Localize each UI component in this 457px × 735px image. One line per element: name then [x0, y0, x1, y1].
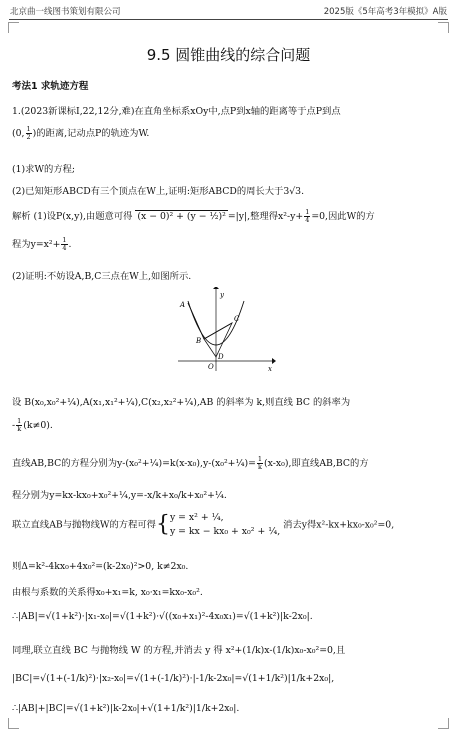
solution-line-4: 直线AB,BC的方程分别为y-(x₀²+¼)=k(x-x₀),y-(x₀²+¼)= $\frac{1}{k}$ (x-x₀),即直线AB,BC的方 — [12, 455, 369, 471]
solution-line-10: 同理,联立直线 BC 与抛物线 W 的方程,并消去 y 得 x²+(1/k)x-(1/k)x₀-x₀²=0,且 — [12, 645, 346, 656]
problem-line-2 — [12, 125, 149, 141]
solution-line-5: 程分别为y=kx-kx₀+x₀²+¼,y=-x/k+x₀/k+x₀²+¼. — [12, 490, 227, 501]
parabola-rectangle-figure — [168, 287, 280, 373]
solution-intro: 解析 (1)设P(x,y),由题意可得 — [12, 211, 133, 222]
header-rule — [9, 19, 448, 20]
label-o: O — [208, 363, 214, 371]
header-left: 北京曲一线图书策划有限公司 — [10, 7, 121, 17]
solution-text: 联立直线AB与抛物线W的方程可得 — [12, 519, 156, 531]
solution-part-2: (2)证明:不妨设A,B,C三点在W上,如图所示. — [12, 271, 192, 282]
side-ab — [188, 303, 204, 339]
crop-mark — [8, 718, 19, 729]
rectangle-sides — [188, 303, 232, 357]
x-axis-arrow — [272, 358, 276, 364]
question-1: (1)求W的方程; — [12, 164, 76, 175]
solution-text: 程为y=x²+ — [12, 239, 61, 250]
solution-text: =|y|,整理得x²-y+ — [227, 211, 304, 222]
system-equation-1: y = x² + ¼, — [169, 512, 224, 523]
system-brace: { — [155, 512, 170, 537]
problem-line-2-text: 的距离,记动点P的轨迹为W. — [36, 128, 150, 139]
crop-mark — [438, 22, 449, 33]
problem-line-1: 1.(2023新课标Ⅰ,22,12分,难)在直角坐标系xOy中,点P到x轴的距离等于点P到点 — [12, 106, 341, 117]
label-c: C — [234, 315, 240, 323]
equation-system — [170, 511, 280, 539]
solution-line-11: |BC|=√(1+(-1/k)²)·|x₂-x₀|=√(1+(-1/k)²)·|-1/k-2x₀|=√(1+1/k²)|1/k+2x₀|, — [12, 673, 335, 684]
section-heading: 考法1 求轨迹方程 — [12, 81, 89, 92]
label-d: D — [218, 353, 224, 361]
solution-text: 消去y得x²-kx+kx₀-x₀²=0, — [283, 519, 395, 531]
solution-line-8: 由根与系数的关系得x₀+x₁=k, x₀·x₁=kx₀-x₀². — [12, 587, 203, 598]
header-right: 2025版《5年高考3年模拟》A版 — [323, 7, 447, 17]
crop-mark — [8, 22, 19, 33]
y-axis-arrow — [213, 287, 219, 289]
label-a: A — [180, 301, 186, 309]
solution-text: (x-x₀),即直线AB,BC的方 — [264, 458, 369, 469]
solution-line-2: 程为y=x²+ $\frac{1}{4}$ . — [12, 236, 72, 252]
solution-line-12: ∴|AB|+|BC|=√(1+k²)|k-2x₀|+√(1+1/k²)|1/k+2x₀|. — [12, 703, 240, 714]
distance-radical: (x − 0)² + (y − ½)² — [137, 211, 226, 222]
solution-line-7: 则Δ=k²-4kx₀+4x₀²=(k-2x₀)²>0, k≠2x₀. — [12, 561, 189, 572]
solution-line-6 — [12, 511, 394, 539]
label-x: x — [268, 365, 272, 373]
crop-mark — [438, 718, 449, 729]
solution-text: 直线AB,BC的方程分别为y-(x₀²+¼)=k(x-x₀),y-(x₀²+¼)= — [12, 458, 256, 469]
solution-line-1: 解析 (1)设P(x,y),由题意可得 (x − 0)² + (y − ½)² =|y|,整理得x²-y+ $\frac{1}{4}$ =0,因此W的方 — [12, 208, 375, 224]
solution-line-3b: - $\frac{1}{k}$ (k≠0). — [12, 417, 53, 433]
solution-text: =0,因此W的方 — [311, 211, 375, 222]
system-equation-2: y = kx − kx₀ + x₀² + ¼, — [169, 526, 281, 537]
question-2: (2)已知矩形ABCD有三个顶点在W上,证明:矩形ABCD的周长大于3√3. — [12, 186, 305, 197]
point-coordinates: (0, $\frac{1}{2}$ ) — [12, 125, 37, 141]
page-title: 9.5 圆锥曲线的综合问题 — [146, 46, 311, 64]
label-b: B — [196, 337, 202, 345]
solution-line-3: 设 B(x₀,x₀²+¼),A(x₁,x₁²+¼),C(x₂,x₂²+¼),AB 的斜率为 k,则直线 BC 的斜率为 — [12, 397, 351, 408]
label-y: y — [220, 291, 224, 299]
solution-text: (k≠0). — [23, 420, 53, 431]
solution-line-9: ∴|AB|=√(1+k²)·|x₁-x₀|=√(1+k²)·√((x₀+x₁)²-4x₀x₁)=√(1+k²)|k-2x₀|. — [12, 611, 313, 622]
